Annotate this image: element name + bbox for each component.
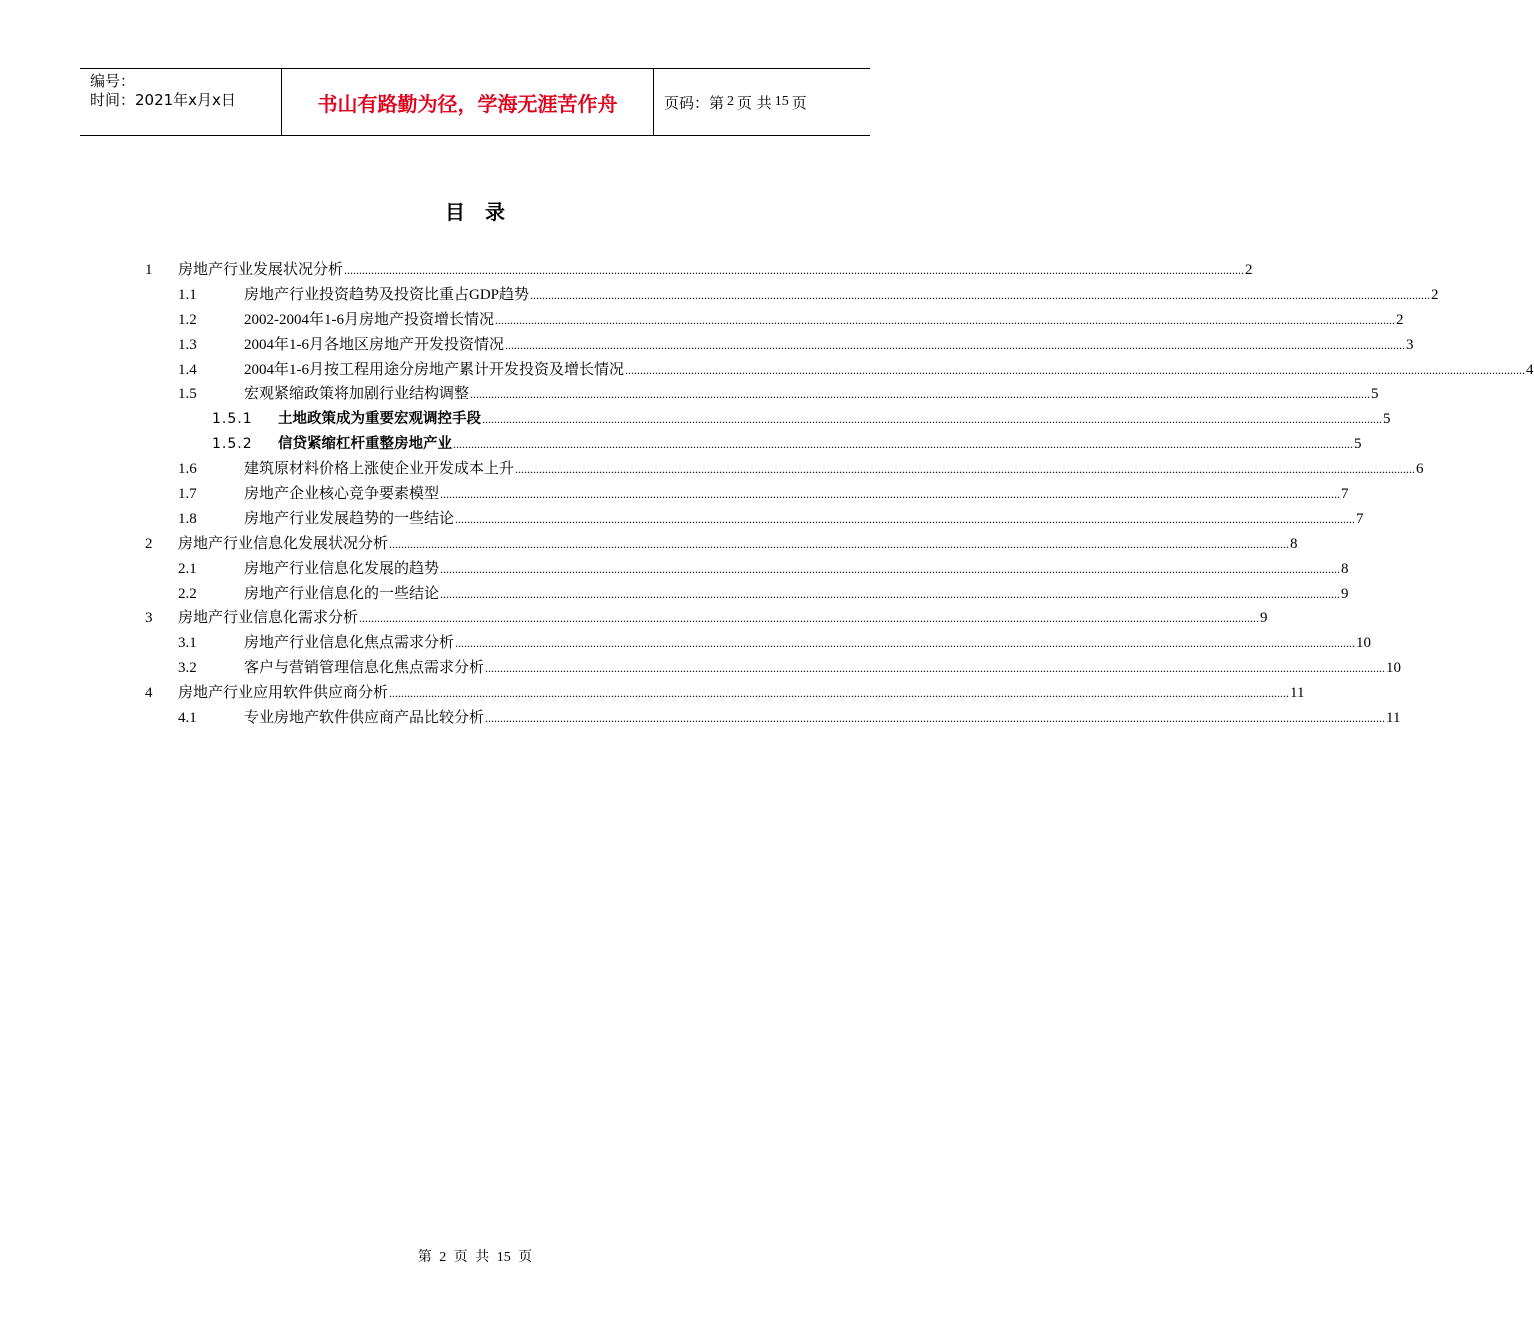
toc-entry-title: 房地产行业应用软件供应商分析 (178, 681, 388, 706)
toc-entry-number: 1.3 (178, 336, 197, 353)
toc-entry-line (244, 308, 1404, 333)
toc-entry-line (244, 482, 1349, 507)
toc-entry-page: 9 (1260, 610, 1268, 627)
toc-entry-line (244, 507, 1364, 532)
toc-leader-dots: ............................................................................................................................................................................................................................................................................................................ (389, 536, 1290, 551)
toc-entry-number: 1.7 (178, 486, 197, 503)
toc-entry[interactable] (0, 333, 1414, 358)
toc-entry[interactable] (0, 606, 1268, 631)
toc-entry-number: 1 (145, 262, 153, 278)
toc-entry[interactable] (0, 258, 1253, 283)
toc-entry-page: 4 (1526, 361, 1534, 378)
table-of-contents (0, 258, 1534, 731)
toc-entry-page: 2 (1245, 262, 1253, 278)
toc-entry[interactable] (0, 656, 1402, 681)
toc-leader-dots: ............................................................................................................................................................................................................................................................................................................ (470, 387, 1371, 402)
toc-entry[interactable] (0, 557, 1349, 582)
toc-entry[interactable] (0, 358, 1534, 383)
toc-entry-title: 2002-2004年1-6月房地产投资增长情况 (244, 308, 494, 333)
toc-leader-dots: ............................................................................................................................................................................................................................................................................................................ (440, 487, 1341, 502)
toc-entry-line (178, 606, 1268, 631)
toc-leader-dots: ............................................................................................................................................................................................................................................................................................................ (495, 312, 1395, 327)
toc-entry-title: 2004年1-6月各地区房地产开发投资情况 (244, 333, 504, 358)
header-motto: 书山有路勤为径，学海无涯苦作舟 (282, 69, 654, 135)
toc-leader-dots: ............................................................................................................................................................................................................................................................................................................ (505, 337, 1405, 352)
toc-entry-number: 1.4 (178, 361, 197, 378)
toc-entry-page: 5 (1371, 386, 1379, 403)
toc-entry-page: 3 (1406, 336, 1414, 353)
toc-entry[interactable] (0, 308, 1404, 333)
toc-entry-title: 土地政策成为重要宏观调控手段 (278, 407, 481, 432)
toc-leader-dots: ............................................................................................................................................................................................................................................................................................................ (440, 561, 1341, 576)
toc-entry-number: 2.1 (178, 560, 197, 577)
toc-entry[interactable] (0, 507, 1364, 532)
toc-entry[interactable] (0, 482, 1349, 507)
header-meta (80, 69, 282, 135)
toc-entry-line (244, 557, 1349, 582)
toc-entry-title: 信贷紧缩杠杆重整房地产业 (278, 432, 452, 457)
toc-leader-dots: ............................................................................................................................................................................................................................................................................................................ (485, 661, 1386, 676)
toc-leader-dots: ............................................................................................................................................................................................................................................................................................................ (344, 263, 1245, 277)
toc-entry-title: 专业房地产软件供应商产品比较分析 (244, 706, 484, 731)
toc-leader-dots: ............................................................................................................................................................................................................................................................................................................ (453, 437, 1353, 452)
toc-entry[interactable] (0, 457, 1424, 482)
toc-entry-number: 4 (145, 685, 153, 702)
toc-leader-dots: ............................................................................................................................................................................................................................................................................................................ (455, 636, 1356, 651)
page-mid: 页 共 (737, 93, 772, 112)
toc-entry-number: 2 (145, 535, 153, 552)
toc-leader-dots: ............................................................................................................................................................................................................................................................................................................ (440, 586, 1341, 601)
serial-label: 编号： (90, 72, 136, 90)
toc-entry-number: 1.5.1 (212, 411, 253, 428)
toc-entry-line (244, 631, 1372, 656)
toc-entry-title: 房地产行业信息化焦点需求分析 (244, 631, 454, 656)
toc-entry-title: 房地产行业信息化的一些结论 (244, 582, 439, 607)
toc-entry-page: 5 (1383, 411, 1391, 428)
toc-entry-title: 建筑原材料价格上涨使企业开发成本上升 (244, 457, 514, 482)
toc-entry-title: 宏观紧缩政策将加剧行业结构调整 (244, 382, 469, 407)
toc-entry-page: 2 (1431, 286, 1439, 303)
toc-entry-line (244, 706, 1401, 731)
toc-leader-dots: ............................................................................................................................................................................................................................................................................................................ (482, 412, 1382, 427)
toc-entry[interactable] (0, 432, 1362, 457)
toc-entry-title: 房地产行业投资趋势及投资比重占GDP趋势 (244, 283, 529, 308)
page-header (80, 68, 870, 136)
toc-entry[interactable] (0, 582, 1349, 607)
toc-entry[interactable] (0, 382, 1379, 407)
toc-leader-dots: ............................................................................................................................................................................................................................................................................................................ (625, 362, 1525, 377)
toc-entry[interactable] (0, 631, 1372, 656)
toc-leader-dots: ............................................................................................................................................................................................................................................................................................................ (485, 711, 1386, 726)
toc-entry[interactable] (0, 706, 1401, 731)
toc-entry-line (178, 532, 1298, 557)
toc-entry-number: 4.1 (178, 710, 197, 727)
toc-entry-page: 7 (1356, 510, 1364, 527)
toc-entry-title: 2004年1-6月按工程用途分房地产累计开发投资及增长情况 (244, 358, 624, 383)
toc-entry-number: 1.5.2 (212, 436, 253, 453)
toc-leader-dots: ............................................................................................................................................................................................................................................................................................................ (455, 511, 1356, 526)
toc-entry-title: 房地产行业信息化发展的趋势 (244, 557, 439, 582)
toc-entry-number: 1.2 (178, 311, 197, 328)
toc-entry-title: 房地产行业发展趋势的一些结论 (244, 507, 454, 532)
toc-entry-page: 5 (1354, 436, 1362, 453)
toc-entry-title: 客户与营销管理信息化焦点需求分析 (244, 656, 484, 681)
toc-leader-dots: ............................................................................................................................................................................................................................................................................................................ (389, 686, 1290, 701)
toc-entry-title: 房地产企业核心竞争要素模型 (244, 482, 439, 507)
toc-entry-title: 房地产行业信息化需求分析 (178, 606, 358, 631)
page-footer: 第 2 页 共 15 页 (417, 1250, 533, 1265)
toc-entry-page: 2 (1396, 311, 1404, 328)
toc-entry-page: 8 (1290, 535, 1298, 552)
toc-entry-title: 房地产行业信息化发展状况分析 (178, 532, 388, 557)
toc-entry-line (278, 432, 1362, 457)
toc-entry-page: 10 (1356, 635, 1372, 652)
toc-entry-line (178, 258, 1253, 283)
toc-entry[interactable] (0, 532, 1298, 557)
toc-entry-number: 3.2 (178, 660, 197, 677)
toc-entry-number: 1.1 (178, 286, 197, 303)
toc-entry-number: 1.6 (178, 461, 197, 478)
toc-entry-number: 2.2 (178, 585, 197, 602)
page-total: 15 (774, 94, 789, 109)
toc-entry-number: 1.8 (178, 510, 197, 527)
toc-entry[interactable] (0, 407, 1391, 432)
toc-entry-number: 3 (145, 610, 153, 627)
toc-entry-title: 房地产行业发展状况分析 (178, 258, 343, 283)
toc-entry-page: 6 (1416, 461, 1424, 478)
toc-title: 目录 (445, 200, 525, 224)
toc-entry-line (244, 333, 1414, 358)
toc-leader-dots: ............................................................................................................................................................................................................................................................................................................ (359, 611, 1260, 626)
page-prefix: 页码：第 (664, 93, 725, 112)
toc-entry[interactable] (0, 681, 1305, 706)
toc-entry-page: 7 (1341, 486, 1349, 503)
toc-entry-page: 11 (1386, 710, 1401, 727)
toc-entry-line (244, 283, 1439, 308)
page-suffix: 页 (791, 93, 807, 112)
toc-entry-line (244, 358, 1534, 383)
toc-entry-line (244, 382, 1379, 407)
toc-leader-dots: ............................................................................................................................................................................................................................................................................................................ (530, 287, 1431, 302)
toc-entry[interactable] (0, 283, 1439, 308)
toc-leader-dots: ............................................................................................................................................................................................................................................................................................................ (515, 462, 1416, 477)
toc-entry-page: 9 (1341, 585, 1349, 602)
toc-entry-line (244, 656, 1402, 681)
toc-entry-page: 11 (1290, 685, 1305, 702)
header-page-info (654, 69, 870, 135)
toc-entry-page: 10 (1386, 660, 1402, 677)
toc-entry-page: 8 (1341, 560, 1349, 577)
toc-entry-line (278, 407, 1391, 432)
toc-entry-number: 3.1 (178, 635, 197, 652)
toc-entry-line (244, 582, 1349, 607)
toc-entry-line (178, 681, 1305, 706)
time-label: 时间：2021年x月x日 (90, 91, 236, 109)
page-current: 2 (727, 94, 735, 109)
toc-entry-number: 1.5 (178, 386, 197, 403)
toc-entry-line (244, 457, 1424, 482)
